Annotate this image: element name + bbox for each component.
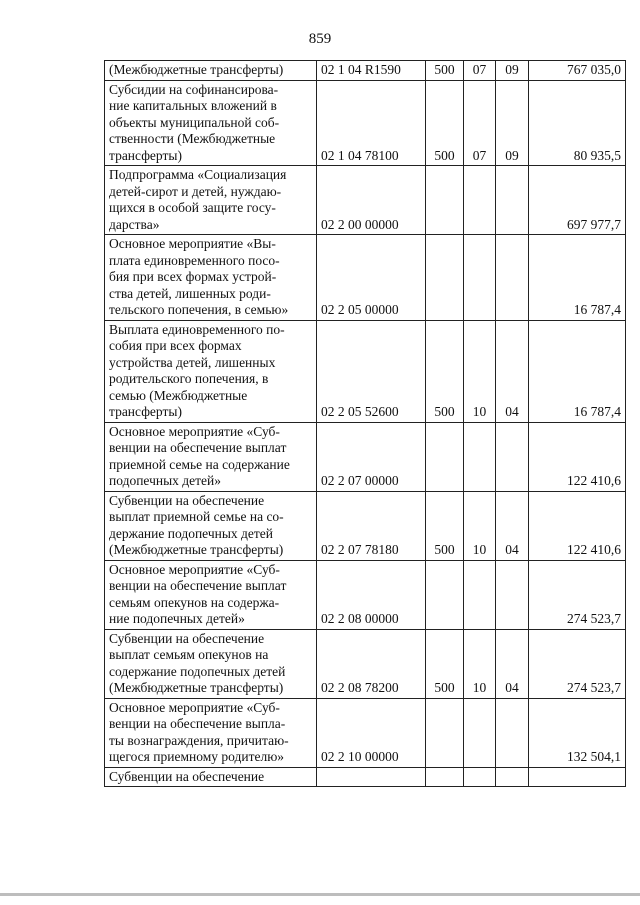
table-row — [105, 235, 626, 321]
amount: 80 935,5 — [529, 80, 626, 166]
item-name: (Межбюджетные трансферты) — [105, 61, 317, 81]
table-row — [105, 491, 626, 560]
subsection: 04 — [496, 491, 529, 560]
amount — [529, 767, 626, 787]
amount: 697 977,7 — [529, 166, 626, 235]
expense-type — [426, 235, 464, 321]
section — [464, 767, 496, 787]
table-row — [105, 61, 626, 81]
expense-type: 500 — [426, 629, 464, 698]
item-name: Выплата единовременного по- собия при всех формах устройства детей, лишенных родительского попечения, в семью (Межбюджетные трансферты) — [105, 320, 317, 422]
expense-type: 500 — [426, 320, 464, 422]
item-name: Подпрограмма «Социализация детей-сирот и детей, нуждаю- щихся в особой защите госу- дарства» — [105, 166, 317, 235]
subsection — [496, 560, 529, 629]
target-code: 02 2 05 00000 — [317, 235, 426, 321]
amount: 16 787,4 — [529, 320, 626, 422]
budget-table — [104, 60, 626, 787]
amount: 122 410,6 — [529, 422, 626, 491]
table-row — [105, 698, 626, 767]
table-row — [105, 80, 626, 166]
table-row — [105, 629, 626, 698]
subsection: 09 — [496, 80, 529, 166]
expense-type — [426, 166, 464, 235]
amount: 767 035,0 — [529, 61, 626, 81]
page-number: 859 — [308, 31, 332, 47]
subsection — [496, 166, 529, 235]
item-name: Субвенции на обеспечение выплат семьям опекунов на содержание подопечных детей (Межбюджетные трансферты) — [105, 629, 317, 698]
table-row — [105, 422, 626, 491]
section — [464, 166, 496, 235]
item-name: Субвенции на обеспечение — [105, 767, 317, 787]
scan-bottom-edge — [0, 893, 640, 896]
item-name: Основное мероприятие «Вы- плата единовременного посо- бия при всех формах устрой- ства детей, лишенных роди- тельского попечения, в семью» — [105, 235, 317, 321]
subsection — [496, 698, 529, 767]
target-code: 02 2 08 78200 — [317, 629, 426, 698]
item-name: Основное мероприятие «Суб- венции на обеспечение выплат семьям опекунов на содержа- ние подопечных детей» — [105, 560, 317, 629]
expense-type: 500 — [426, 491, 464, 560]
target-code: 02 2 10 00000 — [317, 698, 426, 767]
section: 10 — [464, 320, 496, 422]
target-code: 02 2 08 00000 — [317, 560, 426, 629]
section — [464, 698, 496, 767]
subsection: 09 — [496, 61, 529, 81]
amount: 122 410,6 — [529, 491, 626, 560]
expense-type — [426, 422, 464, 491]
section — [464, 560, 496, 629]
item-name: Субвенции на обеспечение выплат приемной семье на со- держание подопечных детей (Межбюджетные трансферты) — [105, 491, 317, 560]
expense-type — [426, 767, 464, 787]
subsection: 04 — [496, 629, 529, 698]
expense-type: 500 — [426, 80, 464, 166]
section: 10 — [464, 491, 496, 560]
subsection — [496, 235, 529, 321]
table-row — [105, 166, 626, 235]
table-row — [105, 767, 626, 787]
item-name: Субсидии на софинансирова- ние капитальных вложений в объекты муниципальной соб- ственности (Межбюджетные трансферты) — [105, 80, 317, 166]
amount: 274 523,7 — [529, 560, 626, 629]
item-name: Основное мероприятие «Суб- венции на обеспечение выплат приемной семье на содержание подопечных детей» — [105, 422, 317, 491]
subsection — [496, 422, 529, 491]
table-row — [105, 560, 626, 629]
expense-type — [426, 698, 464, 767]
expense-type: 500 — [426, 61, 464, 81]
amount: 16 787,4 — [529, 235, 626, 321]
target-code: 02 2 05 52600 — [317, 320, 426, 422]
amount: 274 523,7 — [529, 629, 626, 698]
table-row — [105, 320, 626, 422]
section — [464, 235, 496, 321]
target-code: 02 2 07 00000 — [317, 422, 426, 491]
item-name: Основное мероприятие «Суб- венции на обеспечение выпла- ты вознаграждения, причитаю- щегося приемному родителю» — [105, 698, 317, 767]
expense-type — [426, 560, 464, 629]
subsection: 04 — [496, 320, 529, 422]
section — [464, 422, 496, 491]
section: 10 — [464, 629, 496, 698]
target-code: 02 1 04 R1590 — [317, 61, 426, 81]
target-code: 02 1 04 78100 — [317, 80, 426, 166]
target-code: 02 2 07 78180 — [317, 491, 426, 560]
amount: 132 504,1 — [529, 698, 626, 767]
section: 07 — [464, 80, 496, 166]
section: 07 — [464, 61, 496, 81]
target-code: 02 2 00 00000 — [317, 166, 426, 235]
subsection — [496, 767, 529, 787]
target-code — [317, 767, 426, 787]
